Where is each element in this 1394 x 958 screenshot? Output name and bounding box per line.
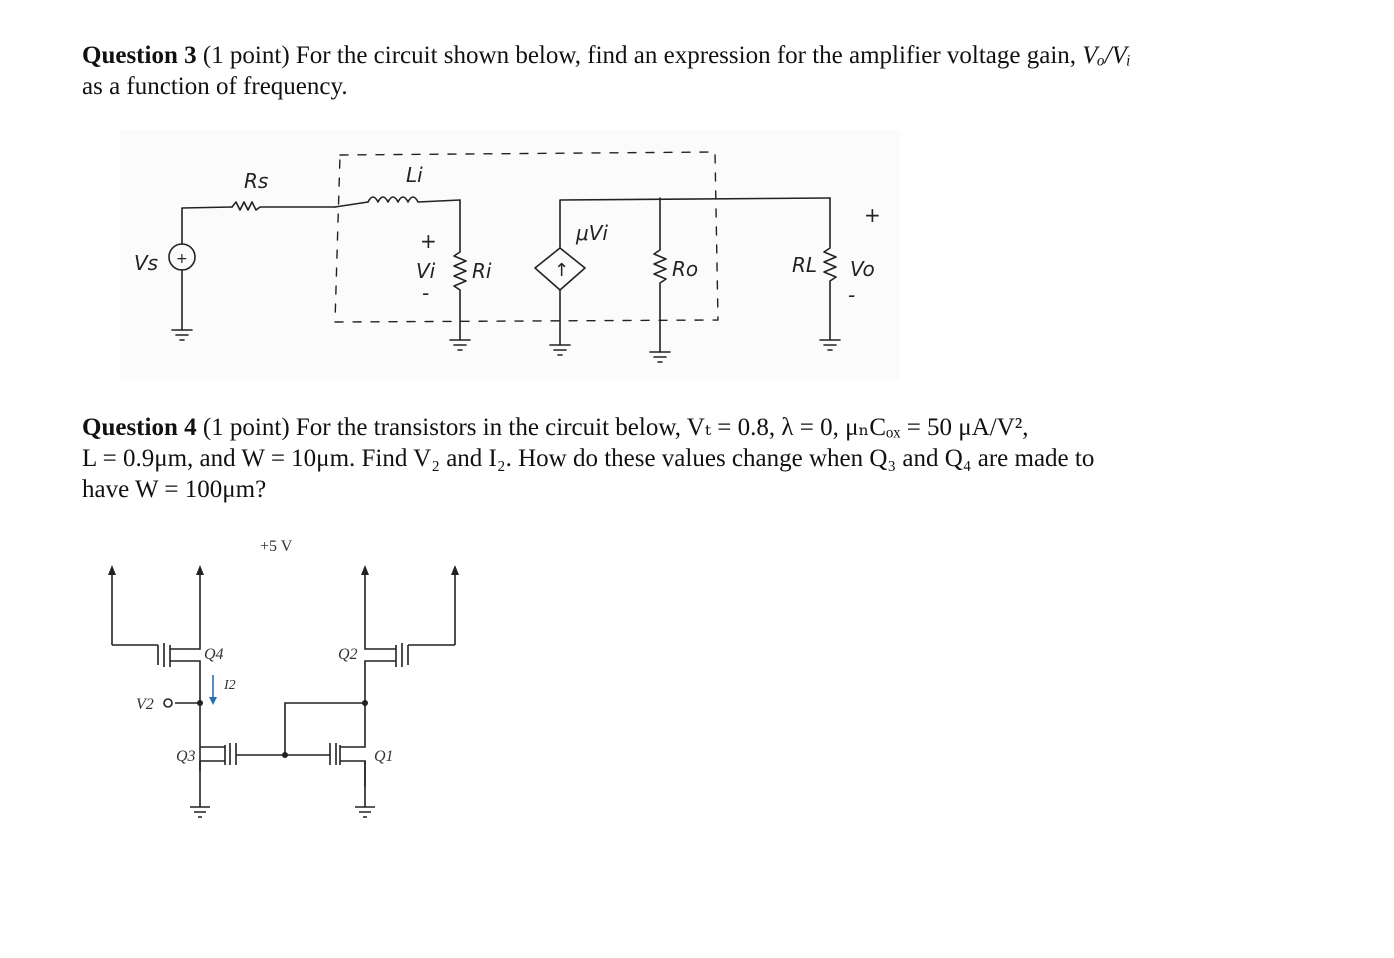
- question-3-label: Question 3: [82, 42, 197, 69]
- q2-label: Q2: [338, 646, 358, 663]
- q2-body: [365, 645, 396, 705]
- q1-label: Q1: [374, 748, 394, 765]
- supply-arrow-icon: [108, 565, 116, 575]
- ground-symbol: [190, 807, 210, 817]
- vo-minus: -: [848, 283, 856, 307]
- i2-arrowhead-icon: [209, 697, 217, 705]
- ri-label: Ri: [472, 259, 492, 283]
- q4-gate: [158, 643, 164, 667]
- amplifier-circuit-diagram: [120, 130, 900, 380]
- question-4-label: Question 4: [82, 414, 197, 441]
- vi-minus: -: [422, 281, 430, 305]
- junction-dot: [197, 700, 203, 706]
- junction-dot: [282, 752, 288, 758]
- vi-plus: +: [420, 229, 437, 253]
- li-label: Li: [406, 163, 423, 187]
- question-3-text: [82, 40, 1302, 102]
- q1-gate: [330, 743, 336, 765]
- question-3-line2: as a function of frequency.: [82, 73, 348, 100]
- ground-symbol: [355, 807, 375, 817]
- question-4-line3: have W = 100μm?: [82, 476, 267, 503]
- q3-label: Q3: [176, 748, 196, 765]
- rl-label: RL: [792, 253, 818, 277]
- v2-terminal: [164, 699, 172, 707]
- transistor-circuit-diagram: [100, 525, 500, 835]
- question-3-points: (1 point): [202, 42, 290, 69]
- question-3-gain-expr: Vₒ/Vᵢ: [1082, 42, 1131, 69]
- q1-body: [340, 705, 365, 787]
- question-4-points: (1 point): [202, 414, 290, 441]
- supply-arrow-icon: [451, 565, 459, 575]
- ro-label: Ro: [672, 257, 699, 281]
- wire: [175, 703, 200, 743]
- supply-arrow-icon: [196, 565, 204, 575]
- vo-label: Vo: [850, 257, 875, 281]
- question-3-line1: For the circuit shown below, find an expression for the amplifier voltage gain,: [295, 42, 1083, 69]
- q3-body: [200, 745, 225, 765]
- v2-label: V2: [136, 696, 154, 713]
- dependent-source-label: μVi: [576, 221, 608, 245]
- i2-label: I2: [224, 678, 236, 693]
- vi-label: Vi: [416, 259, 436, 283]
- rs-label: Rs: [244, 169, 269, 193]
- question-4-line2: L = 0.9μm, and W = 10μm. Find V₂ and I₂. How do these values change when Q₃ and Q₄ are made to: [82, 445, 1095, 472]
- junction-dot: [362, 700, 368, 706]
- supply-label: +5 V: [260, 538, 293, 555]
- vo-plus: +: [864, 203, 881, 227]
- question-4-text: [82, 412, 1302, 505]
- q2-gate: [402, 643, 408, 667]
- q4-label: Q4: [204, 646, 224, 663]
- source-plus-sign: +: [176, 251, 188, 267]
- dependent-source-arrow-icon: ↑: [554, 260, 570, 281]
- supply-arrow-icon: [361, 565, 369, 575]
- q4-body: [170, 645, 200, 703]
- vs-label: Vs: [134, 251, 159, 275]
- question-4-line1: For the transistors in the circuit below, Vₜ = 0.8, λ = 0, μₙCₒₓ = 50 μA/V²,: [295, 414, 1029, 441]
